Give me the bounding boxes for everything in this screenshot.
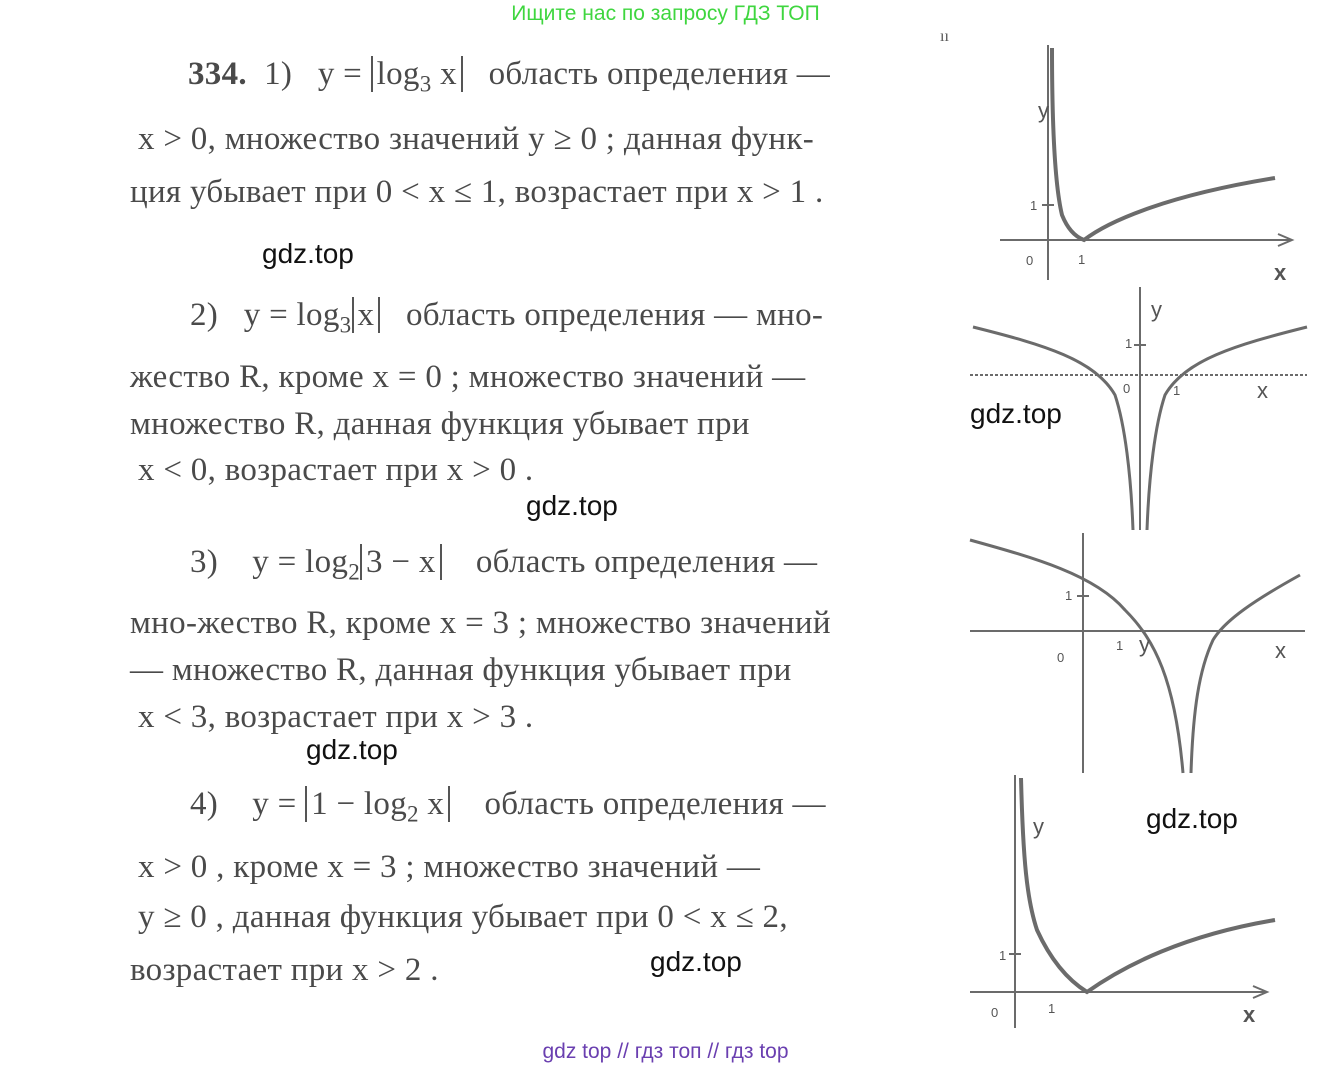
part4-number: 4) <box>190 786 219 822</box>
footer-note: gdz top // гдз топ // гдз top <box>542 1040 789 1063</box>
graph3-x-label: x <box>1275 638 1286 663</box>
graph-3 <box>965 530 1310 775</box>
part4-line1 <box>190 786 826 828</box>
part4-formula: $y = 1 - \log_2 x$ <box>252 786 450 822</box>
graph3-curve-right <box>1191 575 1300 773</box>
watermark-1: gdz.top <box>262 238 354 269</box>
graph3-one-x: 1 <box>1116 638 1124 653</box>
part4-text-1: область определения — <box>484 786 826 822</box>
graph4-one-y: 1 <box>999 948 1007 963</box>
graph2-zero: 0 <box>1123 381 1131 396</box>
part2-line4: x < 0, возрастает при x > 0 . <box>138 452 534 488</box>
part2-number: 2) <box>190 297 219 333</box>
graph4-curve <box>1021 778 1275 992</box>
watermark-6: gdz.top <box>650 946 742 977</box>
graph-2 <box>965 285 1310 535</box>
graph2-x-label: x <box>1257 378 1268 403</box>
part3-line4: x < 3, возрастает при x > 3 . <box>138 699 534 735</box>
corner-mark: ıı <box>940 28 949 45</box>
part1-line1 <box>188 56 830 98</box>
graph1-one-x: 1 <box>1078 252 1086 267</box>
graph1-x-label: x <box>1274 260 1287 285</box>
graph1-zero: 0 <box>1026 253 1034 268</box>
part4-line4: возрастает при x > 2 . <box>130 952 439 988</box>
part2-line3: множество R, данная функция убывает при <box>130 406 750 442</box>
part3-text-1: область определения — <box>475 544 818 580</box>
part1-formula: $y = \log_3 x$ <box>318 56 463 92</box>
problem-number: 334. <box>188 56 247 92</box>
watermark-2: gdz.top <box>970 398 1062 429</box>
graph2-y-label: y <box>1151 297 1162 322</box>
part4-line2: x > 0 , кроме x = 3 ; множество значений — <box>138 849 761 885</box>
part4-line3: y ≥ 0 , данная функция убывает при 0 < x ≤ 2, <box>138 899 788 935</box>
watermark-5: gdz.top <box>1146 803 1238 834</box>
graph4-x-label: x <box>1243 1002 1256 1027</box>
graph4-y-label: y <box>1033 814 1044 839</box>
part3-line2: мно-жество R, кроме x = 3 ; множество значений <box>130 605 831 641</box>
part1-text-1: область определения — <box>488 56 831 92</box>
graph2-one-y: 1 <box>1125 336 1133 351</box>
graph2-one-x: 1 <box>1173 383 1181 398</box>
graph4-one-x: 1 <box>1048 1001 1056 1016</box>
watermark-3: gdz.top <box>526 490 618 521</box>
watermark-4: gdz.top <box>306 734 398 765</box>
graph-4 <box>965 770 1285 1030</box>
graph3-curve-left <box>970 540 1183 773</box>
header-note: Ищите нас по запросу ГДЗ ТОП <box>511 2 820 25</box>
graph2-curve-left <box>973 327 1133 530</box>
graph3-y-label: y <box>1139 632 1150 657</box>
graph4-zero: 0 <box>991 1005 999 1020</box>
part2-formula: $y = \log_3 x$ <box>244 297 381 333</box>
graph1-y-label: y <box>1038 98 1049 123</box>
part3-line1 <box>190 544 817 586</box>
graph2-curve-right <box>1147 327 1307 530</box>
part1-number: 1) <box>264 56 293 92</box>
part1-line3: ция убывает при 0 < x ≤ 1, возрастает при x > 1 . <box>130 174 824 210</box>
graph1-curve <box>1052 48 1275 240</box>
graph-1 <box>990 40 1310 290</box>
graph3-one-y: 1 <box>1065 588 1073 603</box>
graph3-zero: 0 <box>1057 650 1065 665</box>
part3-number: 3) <box>190 544 219 580</box>
graph1-one-y: 1 <box>1030 198 1038 213</box>
part2-line2: жество R, кроме x = 0 ; множество значений — <box>130 359 806 395</box>
part2-text-1: область определения — мно- <box>405 297 824 333</box>
part2-line1 <box>190 297 823 339</box>
part1-line2: x > 0, множество значений y ≥ 0 ; данная функ- <box>138 121 814 157</box>
part3-formula: $y = \log_2 3 - x$ <box>252 544 441 580</box>
part3-line3: — множество R, данная функция убывает при <box>130 652 792 688</box>
